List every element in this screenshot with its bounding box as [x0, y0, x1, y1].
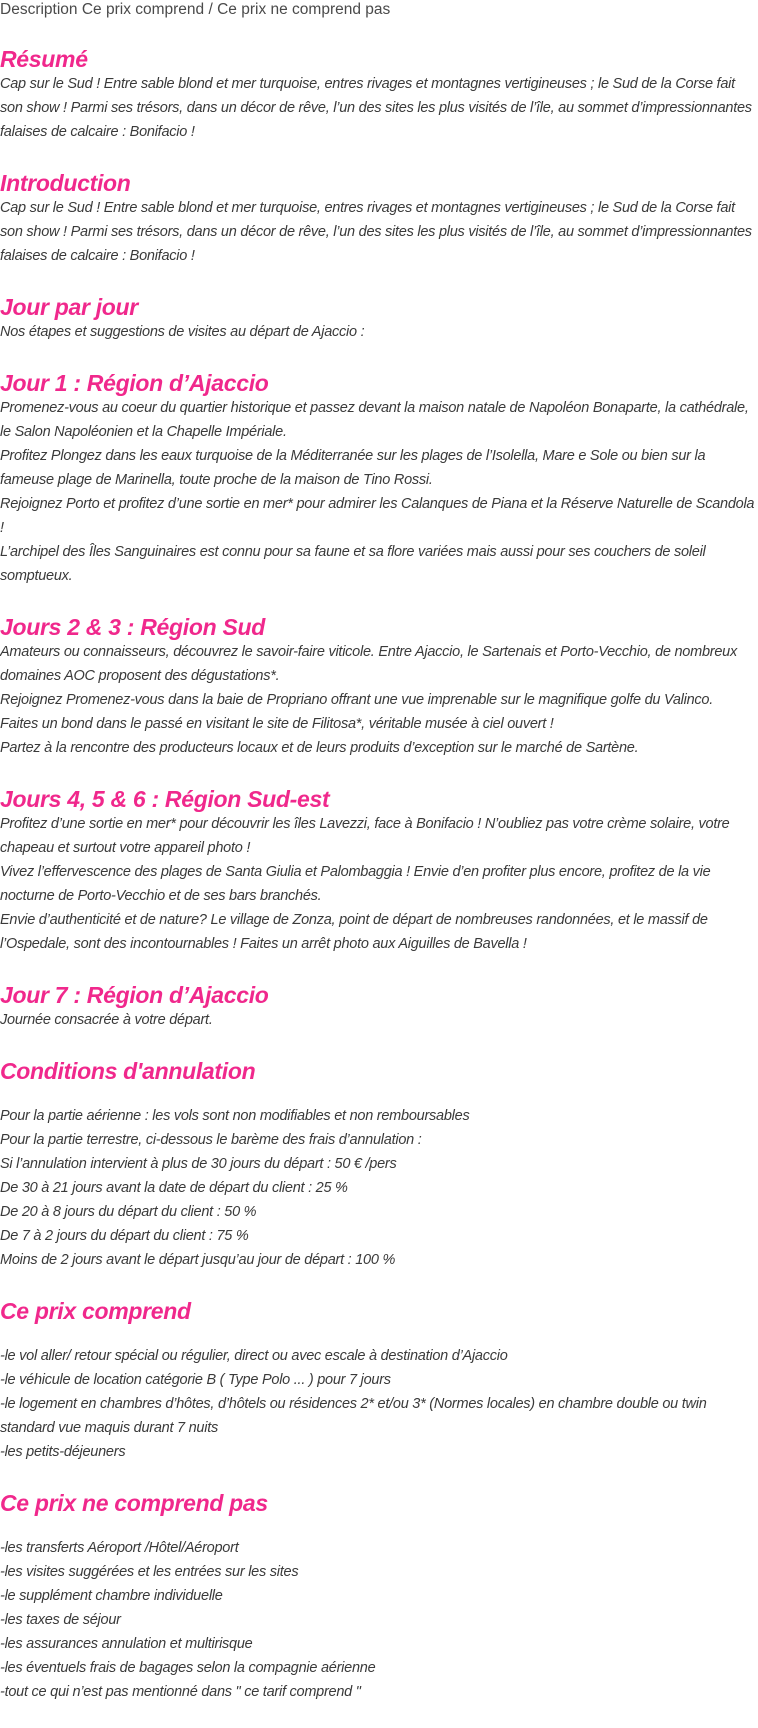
list-item: -les éventuels frais de bagages selon la compagnie aérienne: [0, 1660, 376, 1676]
list-item: -les visites suggérées et les entrées sur les sites: [0, 1564, 299, 1580]
section-title: Jours 4, 5 & 6 : Région Sud-est: [0, 786, 330, 812]
section-title: Ce prix comprend: [0, 1298, 191, 1324]
tab-bar: [0, 0, 756, 22]
section-jours-4-5-6: [0, 786, 756, 956]
list-item: -les assurances annulation et multirisque: [0, 1636, 253, 1652]
section-prix-ne-comprend-pas: [0, 1490, 756, 1704]
paragraph: Vivez l’effervescence des plages de Santa Giulia et Palombaggia ! Envie d’en profiter plus encore, profitez de la vie nocturne de Porto-Vecchio et de ses bars branchés.: [0, 864, 711, 904]
paragraph: Envie d’authenticité et de nature? Le village de Zonza, point de départ de nombreuses randonnées, et le massif de l’Ospedale, sont des incontournables ! Faites un arrêt photo aux Aiguilles de Bavella !: [0, 912, 708, 952]
list-item: Pour la partie aérienne : les vols sont non modifiables et non remboursables: [0, 1108, 470, 1124]
list-item: -le logement en chambres d’hôtes, d’hôtels ou résidences 2* et/ou 3* (Normes locales) en chambre double ou twin standard vue maquis durant 7 nuits: [0, 1396, 707, 1436]
section-resume: [0, 46, 756, 144]
tab-excludes[interactable]: Ce prix ne comprend pas: [217, 1, 391, 18]
list-item: -les petits-déjeuners: [0, 1444, 126, 1460]
list-item: De 20 à 8 jours du départ du client : 50 %: [0, 1204, 257, 1220]
list-item: -le véhicule de location catégorie B ( Type Polo ... ) pour 7 jours: [0, 1372, 391, 1388]
section-title: Jour 7 : Région d’Ajaccio: [0, 982, 269, 1008]
section-jour-1: [0, 370, 756, 588]
section-title: Jours 2 & 3 : Région Sud: [0, 614, 266, 640]
list-item: Moins de 2 jours avant le départ jusqu’au jour de départ : 100 %: [0, 1252, 396, 1268]
paragraph: Faites un bond dans le passé en visitant le site de Filitosa*, véritable musée à ciel ouvert !: [0, 716, 554, 732]
section-title: Conditions d'annulation: [0, 1058, 256, 1084]
list-item: De 7 à 2 jours du départ du client : 75 %: [0, 1228, 249, 1244]
section-title: Résumé: [0, 46, 88, 72]
section-title: Jour par jour: [0, 294, 138, 320]
section-text: Journée consacrée à votre départ.: [0, 1012, 213, 1028]
section-jour-par-jour: [0, 294, 756, 344]
section-prix-comprend: [0, 1298, 756, 1464]
paragraph: L’archipel des Îles Sanguinaires est connu pour sa faune et sa flore variées mais aussi pour ses couchers de soleil somptueux.: [0, 544, 706, 584]
section-jours-2-3: [0, 614, 756, 760]
list-item: -les taxes de séjour: [0, 1612, 121, 1628]
paragraph: Amateurs ou connaisseurs, découvrez le savoir-faire viticole. Entre Ajaccio, le Sartenais et Porto-Vecchio, de nombreux domaines AOC proposent des dégustations*.: [0, 644, 737, 684]
section-text: Nos étapes et suggestions de visites au départ de Ajaccio :: [0, 324, 365, 340]
paragraph: Promenez-vous au coeur du quartier historique et passez devant la maison natale de Napoléon Bonaparte, la cathédrale, le Salon Napoléonien et la Chapelle Impériale.: [0, 400, 749, 440]
list-item: -le vol aller/ retour spécial ou régulier, direct ou avec escale à destination d’Ajaccio: [0, 1348, 508, 1364]
tab-includes[interactable]: Ce prix comprend: [81, 1, 205, 18]
section-text: Cap sur le Sud ! Entre sable blond et mer turquoise, entres rivages et montagnes vertigineuses ; le Sud de la Corse fait son show ! Parmi ses trésors, dans un décor de rêve, l’un des sites les plus visités de l’île, au sommet d’impressionnantes falaises de calcaire : Bonifacio !: [0, 76, 752, 140]
section-title: Introduction: [0, 170, 131, 196]
list-item: -les transferts Aéroport /Hôtel/Aéroport: [0, 1540, 239, 1556]
section-annulation: [0, 1058, 756, 1272]
section-jour-7: [0, 982, 756, 1032]
list-item: Pour la partie terrestre, ci-dessous le barème des frais d’annulation :: [0, 1132, 422, 1148]
section-title: Ce prix ne comprend pas: [0, 1490, 268, 1516]
paragraph: Rejoignez Porto et profitez d’une sortie en mer* pour admirer les Calanques de Piana et la Réserve Naturelle de Scandola !: [0, 496, 755, 536]
list-item: -le supplément chambre individuelle: [0, 1588, 223, 1604]
paragraph: Profitez Plongez dans les eaux turquoise de la Méditerranée sur les plages de l’Isolella, Mare e Sole ou bien sur la fameuse plage de Marinella, toute proche de la maison de Tino Rossi.: [0, 448, 706, 488]
list-item: -tout ce qui n’est pas mentionné dans " ce tarif comprend ": [0, 1684, 361, 1700]
list-item: Si l’annulation intervient à plus de 30 jours du départ : 50 € /pers: [0, 1156, 397, 1172]
section-text: Cap sur le Sud ! Entre sable blond et mer turquoise, entres rivages et montagnes vertigineuses ; le Sud de la Corse fait son show ! Parmi ses trésors, dans un décor de rêve, l’un des sites les plus visités de l’île, au sommet d’impressionnantes falaises de calcaire : Bonifacio !: [0, 200, 752, 264]
section-title: Jour 1 : Région d’Ajaccio: [0, 370, 269, 396]
list-item: De 30 à 21 jours avant la date de départ du client : 25 %: [0, 1180, 348, 1196]
paragraph: Rejoignez Promenez-vous dans la baie de Propriano offrant une vue imprenable sur le magnifique golfe du Valinco.: [0, 692, 714, 708]
tab-description[interactable]: Description: [0, 1, 78, 18]
paragraph: Profitez d’une sortie en mer* pour découvrir les îles Lavezzi, face à Bonifacio ! N’oubliez pas votre crème solaire, votre chapeau et surtout votre appareil photo !: [0, 816, 730, 856]
tab-separator: /: [208, 1, 213, 18]
section-introduction: [0, 170, 756, 268]
paragraph: Partez à la rencontre des producteurs locaux et de leurs produits d’exception sur le marché de Sartène.: [0, 740, 639, 756]
